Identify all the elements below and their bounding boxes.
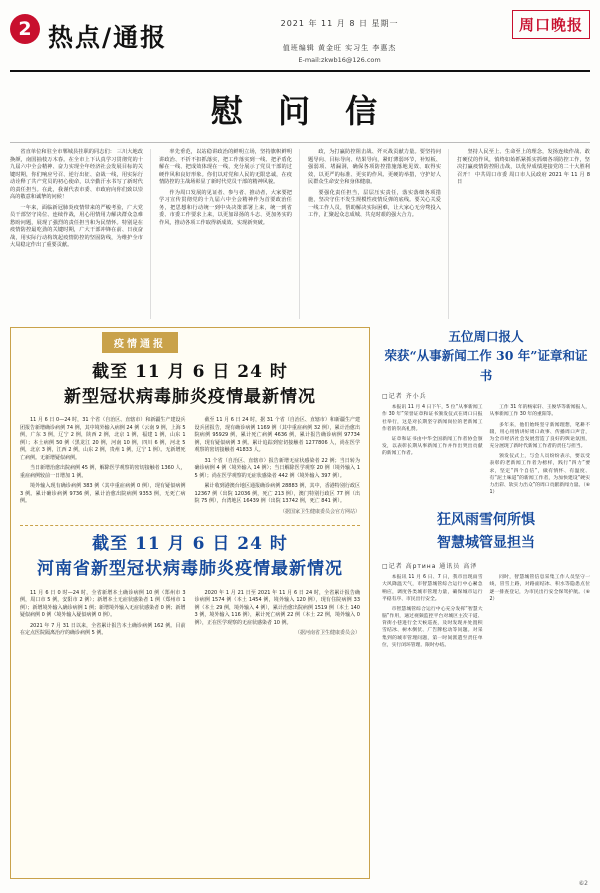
news-2-column-2: [490, 574, 591, 652]
letter-column-4: [457, 149, 590, 319]
section-title: 热点/通报: [48, 23, 168, 52]
bulletin-2-title-line2: 河南省新型冠状病毒肺炎疫情最新情况: [37, 558, 343, 579]
letter-paragraph: 一年来，面临新冠肺炎疫情带来的严峻考验，广大党员干部坚守岗位、连续作战，用心用情用力解决群众急难愁盼问题，展现了强烈的责任担当和为民情怀。特别是在疫情防控最吃劲的关键时期，广大干部冲锋在前、日夜奋战，用实际行动构筑起疫情防控的坚固防线，为维护全市大局稳定作出了重要贡献。: [10, 204, 143, 249]
news-paragraph: 证章和证书由中华全国新闻工作者协会颁发，以表彰长期从事新闻工作并作出突出贡献的新闻工作者。: [382, 436, 483, 457]
news-paragraph: 市智慧城管综合运行中心充分发挥“智慧大脑”作用，通过视频监控平台对城区主次干道、背街小巷进行全天候巡查，及时发现并处置积雪结冰、树木倒伏、广告牌松动等问题。对采集到的城市管理问题，第一时间派遣至责任单位，实行闭环管理、限时办结。: [382, 606, 483, 648]
news-paragraph: 同时，智慧城管信息采集工作人员坚守一线，冒雪上路，对路面结冰、积水等隐患点位逐一排查登记，为市民出行安全保驾护航。（⑥2）: [489, 575, 590, 602]
lower-section: [10, 327, 590, 879]
news-2-headline-line2: 智慧城管显担当: [437, 534, 535, 551]
bulletin-paragraph: 11 月 6 日 0 时—24 时，全省新增本土确诊病例 10 例（郑州市 3 例，周口市 5 例，安阳市 2 例）；新增本土无症状感染者 1 例（郑州市 1 例）；新增境外输入确诊病例 1 例；新增境外输入无症状感染者 0 例；新增疑似病例 0 例（境外输入疑似病例 0 例）。: [20, 589, 186, 619]
bulletin-1-column-1: [20, 417, 186, 516]
letter-paragraph: 要强化责任担当，层层压实责任，落实落细各项措施，坚决守住不发生规模性疫情反弹的底线。要关心关爱一线工作人员，帮助解决实际困难，让大家心无旁骛投入工作，汇聚起众志成城、共克时艰的强大合力。: [308, 189, 441, 219]
news-2-headline-line1: 狂风雨雪何所惧: [437, 512, 535, 529]
news-1-headline: [382, 327, 590, 385]
news-2-byline: □记者 高ртина 通讯员 高泽: [382, 563, 478, 571]
news-paragraph: 工作 31 年的杨家轩、王俊华等新闻报人，从事新闻工作 30 年的重阳等。: [489, 405, 590, 418]
news-2-headline: [382, 509, 590, 554]
page-title: 慰 问 信: [210, 92, 390, 130]
bulletin-1-source: （据国家卫生健康委员会官方网站）: [279, 508, 360, 515]
bulletin-1-column-2: [195, 417, 361, 516]
bulletin-2-source: （据河南省卫生健康委员会）: [294, 630, 360, 637]
bulletin-paragraph: 2021 年 7 月 31 日以来，全省累计报告本土确诊病例 162 例。目前在定点医院隔离治疗的确诊病例 5 例。: [20, 622, 186, 637]
issue-date: 2021 年 11 月 8 日 星期一: [280, 19, 399, 28]
editor-credits: 值班编辑 黄金旺 实习生 李惠杰: [282, 44, 397, 52]
news-1-headline-line1: 五位周口报人: [448, 329, 524, 344]
news-1-body: [382, 404, 590, 499]
news-paragraph: 颁发仪式上，与会人员纷纷表示，要以受表彰的老新闻工作者为榜样，践行“四力”要求，坚定“四个自信”，做有情怀、有温度、有“泥土味道”的新闻工作者，为加快建设“硬实力出彩、软实力出众”的周口贡献新闻力量。（⑥1）: [489, 454, 590, 496]
bulletin-paragraph: 31 个省（自治区、直辖市）报告新增无症状感染者 22 例；当日转为确诊病例 4 例（境外输入 14 例）；当日解除医学观察 20 例（境外输入 15 例）；尚在医学观察的无症状感染者 442 例（境外输入 397 例）。: [194, 457, 360, 479]
masthead-center: [167, 18, 512, 64]
bulletin-2-column-2: [195, 590, 361, 641]
bulletin-paragraph: 累计收到港澳台地区通报确诊病例 28883 例，其中，香港特别行政区 12367 例（出院 12036 例，死亡 213 例），澳门特别行政区 77 例（出院 75 例），台湾地区 16439 例（出院 13742 例，死亡 841 例）。: [194, 483, 360, 505]
masthead: [10, 8, 590, 72]
bulletin-paragraph: 截至 11 月 6 日 24 时，据 31 个省（自治区、直辖市）和新疆生产建设兵团报告，现有确诊病例 1169 例（其中重症病例 32 例），累计治愈出院病例 95929 例，累计死亡病例 4636 例，累计报告确诊病例 97734 例，现有疑似病例 3 例。累计追踪到密切接触者 1277806 人，尚在医学观察的密切接触者 41833 人。: [194, 417, 360, 454]
right-column: [380, 327, 590, 879]
page-corner-mark: ⑥2: [578, 880, 588, 887]
bulletin-paragraph: 2020 年 1 月 21 日至 2021 年 11 月 6 日 24 时，全省累计报告确诊病例 1574 例（本土 1454 例，境外输入 120 例），现有住院病例 33 例（本土 29 例，境外输入 4 例），累计治愈出院病例 1519 例（本土 1403 例，境外输入 116 例），累计死亡病例 22 例（本土 22 例，境外输入 0 例），正在医学观察的无症状感染者 10 例。: [194, 589, 360, 626]
bulletin-1-title: [20, 360, 360, 409]
news-paragraph: 本报讯 11 月 6 日、7 日，我市出现雨雪大风降温天气，市智慧城管综合运行中心紧急响应，调度各类城市管理力量，确保城市运行平稳有序、市民出行安全。: [382, 575, 483, 602]
letter-column-3: [308, 149, 449, 319]
bulletin-tag: 疫情通报: [102, 332, 178, 353]
news-2-column-1: [382, 574, 483, 652]
bulletin-paragraph: 11 月 6 日 0—24 时，31 个省（自治区、直辖市）和新疆生产建设兵团报告新增确诊病例 74 例，其中境外输入病例 24 例（云南 9 例，上海 5 例，广东 3 例，辽宁 2 例，陕西 2 例，北京 1 例，福建 1 例，山东 1 例）；本土病例 50 例（黑龙江 20 例，河南 10 例，四川 6 例，河北 5 例，北京 3 例，江西 2 例，山东 2 例，贵州 1 例，辽宁 1 例）。无新增死亡病例。无新增疑似病例。: [20, 417, 186, 461]
letter-paragraph: 省直单位和驻全市郸城县挂职的同志们： 三川大地改换颜，南国抽枝万木春。在全市上下认真学习贯彻党的十九届六中全会精神、奋力实现全年经济社会发展目标的关键时期，你们响应号召、逆行出征、奋战一线，用实际行动诠释了共产党员的初心使命，以辛勤汗水书写了新时代的责任担当。在此，我谨代表市委、市政府向你们致以崇高的敬意和诚挚的问候！: [10, 149, 143, 201]
bulletin-divider: [20, 525, 360, 526]
letter-paragraph: 政，为打赢防控阻击战、歼灭战贡献力量。要坚持问题导向、目标导向、结果导向，紧盯薄弱环节，补短板、强弱项、堵漏洞，确保各项防控措施落地见效、取得实效，以更严的标准、更实的作风、更硬的举措，守护好人民群众生命安全和身体健康。: [308, 149, 441, 186]
bulletin-paragraph: 当日新增治愈出院病例 45 例，解除医学观察的密切接触者 1360 人，重症病例较前一日增加 1 例。: [20, 465, 186, 479]
bulletin-1-body: [20, 417, 360, 516]
news-1-headline-line2: 荣获“从事新闻工作 30 年”证章和证书: [384, 348, 588, 383]
bulletin-2-title: [20, 532, 360, 581]
news-1-column-2: [490, 404, 591, 499]
paper-logo: 周口晚报: [512, 10, 590, 39]
letter-column-1: [10, 149, 151, 319]
masthead-right: [512, 10, 590, 39]
epidemic-bulletin-box: [10, 327, 370, 879]
letter-paragraph: 率先垂范，以站稳讲政治的鲜明立场，坚持旗帜鲜明讲政治、不折不扣抓落实，把工作落实到一线、把矛盾化解在一线、把成效体现在一线，充分展示了党员干部的过硬作风和良好形象。你们以对党和人民的无限忠诚，在疫情防控的主战场彰显了新时代党员干部的精神风貌。: [159, 149, 292, 186]
page-number-badge: 2: [10, 14, 40, 44]
news-1-column-1: [382, 404, 483, 499]
letter-body: [10, 142, 590, 319]
letter-paragraph: 坚持人民至上、生命至上的理念，发扬连续作战、敢打硬仗的作风，慎终如始抓紧抓实抓细各项防控工作，坚决打赢疫情防控阻击战，以优异成绩迎接党的二十大胜利召开！ 中共周口市委 周口市人民政府 2021 年 11 月 8 日: [457, 149, 590, 186]
bulletin-2-column-1: [20, 590, 186, 641]
news-1-byline: □记者 齐小兵: [382, 393, 427, 401]
news-2-body: [382, 574, 590, 652]
contact-email: E-mail:zkwb16@126.com: [298, 56, 381, 64]
bulletin-1-title-line2: 新型冠状病毒肺炎疫情最新情况: [64, 386, 316, 407]
bulletin-paragraph: 境外输入现有确诊病例 383 例（其中重症病例 0 例），现有疑似病例 3 例。累计确诊病例 9736 例，累计治愈出院病例 9353 例，无死亡病例。: [20, 483, 186, 505]
letter-column-2: [159, 149, 300, 319]
bulletin-2-body: [20, 590, 360, 641]
bulletin-1-title-line1: 截至 11 月 6 日 24 时: [92, 362, 288, 382]
news-paragraph: 多年来，他们始终坚守新闻理想，笔耕不辍，用心用情讲好周口故事、传播周口声音，为全市经济社会发展营造了良好的舆论氛围，充分展现了新时代新闻工作者的责任与担当。: [489, 422, 590, 450]
bulletin-2-title-line1: 截至 11 月 6 日 24 时: [92, 534, 288, 555]
news-paragraph: 本报讯 11 月 4 日下午，5 位“从事新闻工作 30 年”荣誉证章和证书颁发仪式在周口日报社举行，这是对长期坚守新闻岗位的老新闻工作者的崇高礼赞。: [382, 405, 483, 432]
letter-paragraph: 作为周口发展的见证者、参与者、推动者，大家要把学习宣传贯彻党的十九届六中全会精神作为首要政治任务，把思想和行动统一到中央决策部署上来，统一到省委、市委工作要求上来，以更加昂扬的斗志、更加务实的作风，推动各项工作取得新成效、实现新突破。: [159, 189, 292, 226]
